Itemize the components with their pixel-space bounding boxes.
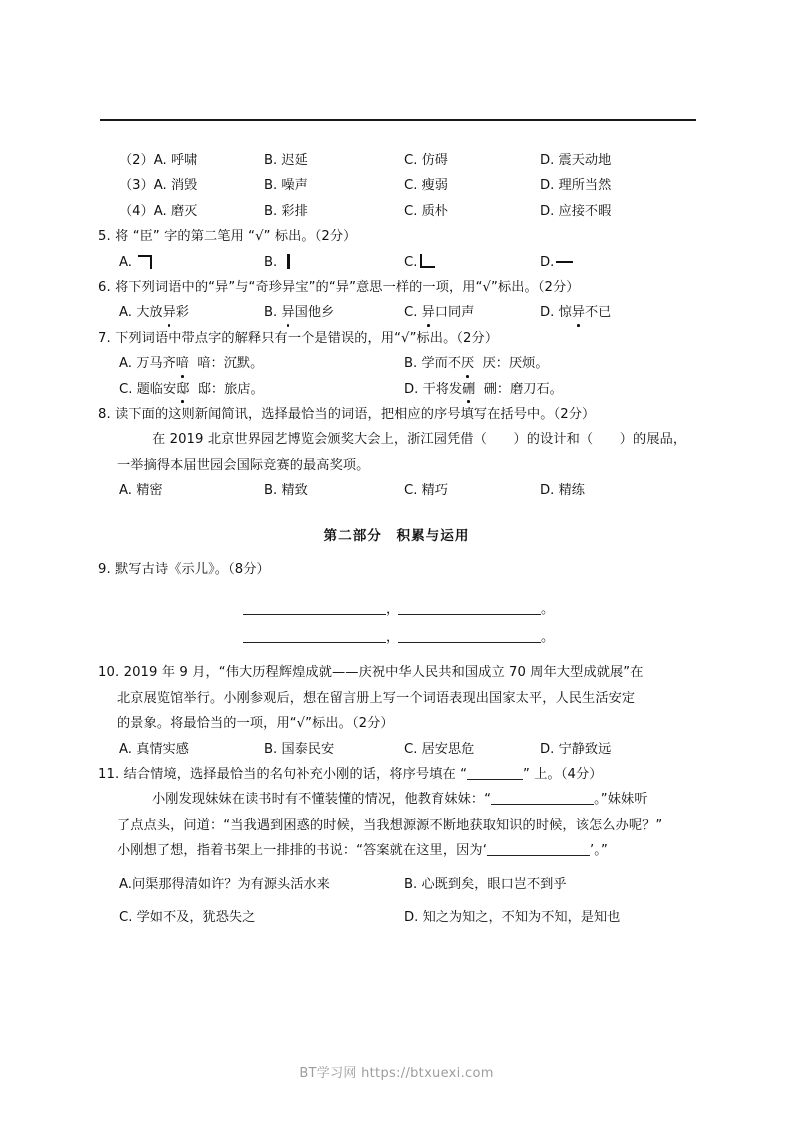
option-c: C. 居安思危	[404, 741, 475, 757]
option-b: B. 国泰民安	[264, 741, 335, 757]
question-7-options-row-2	[0, 377, 793, 402]
option-a: A.问渠那得清如许？为有源头活水来	[119, 876, 330, 892]
question-8-passage-line-1: 在 2019 北京世界园艺博览会颁奖大会上，浙江园凭借（ ）的设计和（ ）的展品，	[152, 432, 687, 448]
option-b: B. 异国他乡	[264, 300, 334, 325]
option-d: D. 应接不暇	[540, 203, 612, 219]
question-8-stem: 8. 读下面的这则新闻简讯，选择最恰当的词语，把相应的序号填写在括号中。（2分）	[98, 406, 596, 422]
question-5	[0, 224, 793, 275]
question-6	[0, 275, 793, 326]
option-c: C. 异口同声	[404, 300, 474, 325]
sub-question-label-a: （4）A. 磨灭	[119, 203, 198, 219]
stroke-hook-down-icon	[136, 253, 158, 269]
option-d: D. 惊异不已	[540, 300, 611, 325]
question-7	[0, 326, 793, 402]
option-a: A.	[119, 250, 158, 275]
blank-terminator: 。	[541, 602, 555, 618]
question-spacer	[0, 652, 793, 660]
option-b: B. 迟延	[264, 153, 308, 168]
option-row	[0, 173, 793, 198]
question-7-options-row-1	[0, 351, 793, 376]
option-b: B. 噪声	[264, 178, 308, 194]
stroke-vertical-turn-icon	[417, 253, 439, 269]
question-9-answer-row-2[interactable]	[0, 624, 793, 652]
emphasis-dot-char: 厌	[461, 351, 474, 376]
sub-question-label-a: （2）A. 呼啸	[119, 153, 198, 168]
question-11-body-line-1: 小刚发现妹妹在读书时有不懂装懂的情况，他教育妹妹：“ 。”妹妹听	[152, 792, 648, 808]
stroke-vertical-icon	[281, 253, 303, 269]
sub-question-label-a: （3）A. 消毁	[119, 178, 198, 194]
option-b: B. 彩排	[264, 203, 308, 219]
question-11-options-row-1	[0, 872, 793, 897]
question-8-options	[0, 478, 793, 503]
option-d: D. 知之为知之，不知为不知，是知也	[404, 910, 621, 925]
option-a: A. 精密	[119, 483, 163, 499]
answer-blank[interactable]	[487, 842, 590, 856]
emphasis-dot-char: 异	[163, 300, 176, 325]
option-b: B.	[264, 250, 303, 275]
stroke-horizontal-icon	[554, 253, 576, 269]
emphasis-dot-char: 异	[572, 300, 585, 325]
question-10-options	[0, 737, 793, 762]
question-9-stem: 9. 默写古诗《示儿》。（8分）	[98, 561, 270, 577]
option-b: B. 学而不厌 厌：厌烦。	[404, 351, 549, 376]
question-8-passage-line-2: 一举摘得本届世园会国际竞赛的最高奖项。	[117, 457, 370, 473]
option-b: B. 精致	[264, 483, 308, 499]
option-d: D. 宁静致远	[540, 741, 612, 757]
question-5-stem: 5. 将 “臣” 字的第二笔用 “√” 标出。（2分）	[98, 229, 357, 245]
option-a: A. 真情实感	[119, 741, 189, 757]
emphasis-dot-char: 异	[422, 300, 435, 325]
question-8	[0, 402, 793, 504]
emphasis-dot-char: 硎	[462, 377, 475, 402]
option-d: D.	[540, 250, 576, 275]
question-9	[0, 557, 793, 652]
answer-blank[interactable]	[398, 628, 541, 643]
option-a: A. 大放异彩	[119, 300, 189, 325]
option-spacer	[0, 864, 793, 872]
site-watermark: BT学习网 https://btxuexi.com	[299, 1066, 494, 1081]
answer-blank[interactable]	[491, 791, 594, 805]
answer-blank[interactable]	[398, 600, 541, 615]
question-11-stem: 11. 结合情境，选择最恰当的名句补充小刚的话，将序号填在 “ ” 上。（4分）	[98, 766, 603, 782]
option-c: C. 仿碍	[404, 153, 448, 168]
blank-terminator: 。	[541, 630, 555, 646]
option-c: C. 质朴	[404, 203, 448, 219]
exam-content	[0, 148, 793, 930]
answer-blank[interactable]	[243, 600, 386, 615]
option-c: C. 学如不及，犹恐失之	[119, 910, 256, 925]
option-row	[0, 199, 793, 224]
option-d: D. 震天动地	[540, 153, 612, 168]
question-10-line-3: 的景象。将最恰当的一项，用“√”标出。（2分）	[117, 716, 394, 732]
question-4-continued	[0, 148, 793, 224]
heading-spacer	[0, 549, 793, 557]
question-10-line-2: 北京展览馆举行。小刚参观后，想在留言册上写一个词语表现出国家太平，人民生活安定	[117, 690, 636, 706]
emphasis-dot-char: 喑	[176, 351, 189, 376]
option-d: D. 干将发硎 硎：磨刀石。	[404, 377, 563, 402]
option-c: C. 题临安邸 邸：旅店。	[119, 377, 264, 402]
answer-blank[interactable]	[467, 766, 523, 780]
section-spacer	[0, 504, 793, 524]
emphasis-dot-char: 异	[281, 300, 294, 325]
option-a: A. 万马齐喑 喑：沉默。	[119, 351, 263, 376]
question-11	[0, 762, 793, 930]
emphasis-dot-char: 邸	[176, 377, 189, 402]
option-row	[0, 148, 793, 173]
question-7-stem: 7. 下列词语中带点字的解释只有一个是错误的，用“√”标出。（2分）	[98, 330, 499, 346]
question-11-options-row-2	[0, 905, 793, 930]
question-5-options	[0, 250, 793, 275]
option-c: C. 瘦弱	[404, 178, 448, 194]
question-11-body-line-3: 小刚想了想，指着书架上一排排的书说：“答案就在这里，因为‘ ’。”	[117, 843, 608, 859]
option-b: B. 心既到矣，眼口岂不到乎	[404, 876, 567, 892]
option-d: D. 精练	[540, 483, 585, 499]
blank-separator: ，	[386, 602, 400, 618]
section-two-title: 第二部分 积累与运用	[323, 527, 470, 544]
question-10	[0, 660, 793, 762]
blank-separator: ，	[386, 630, 400, 646]
header-divider-rule	[100, 119, 696, 121]
answer-blank[interactable]	[243, 628, 386, 643]
question-9-answer-row-1[interactable]	[0, 596, 793, 624]
question-10-line-1: 10. 2019 年 9 月，“伟大历程辉煌成就——庆祝中华人民共和国成立 70 周年大型成就展”在	[98, 665, 644, 681]
option-d: D. 理所当然	[540, 178, 612, 194]
option-c: C.	[404, 250, 439, 275]
question-11-body-line-2: 了点点头，问道：“当我遇到困惑的时候，当我想源源不断地获取知识的时候，该怎么办呢？”	[117, 817, 663, 833]
question-6-stem: 6. 将下列词语中的“异”与“奇珍异宝”的“异”意思一样的一项，用“√”标出。（2分）	[98, 279, 580, 295]
question-6-options	[0, 300, 793, 325]
option-row-spacer	[0, 897, 793, 905]
answer-area-spacer	[0, 582, 793, 596]
option-c: C. 精巧	[404, 483, 448, 499]
